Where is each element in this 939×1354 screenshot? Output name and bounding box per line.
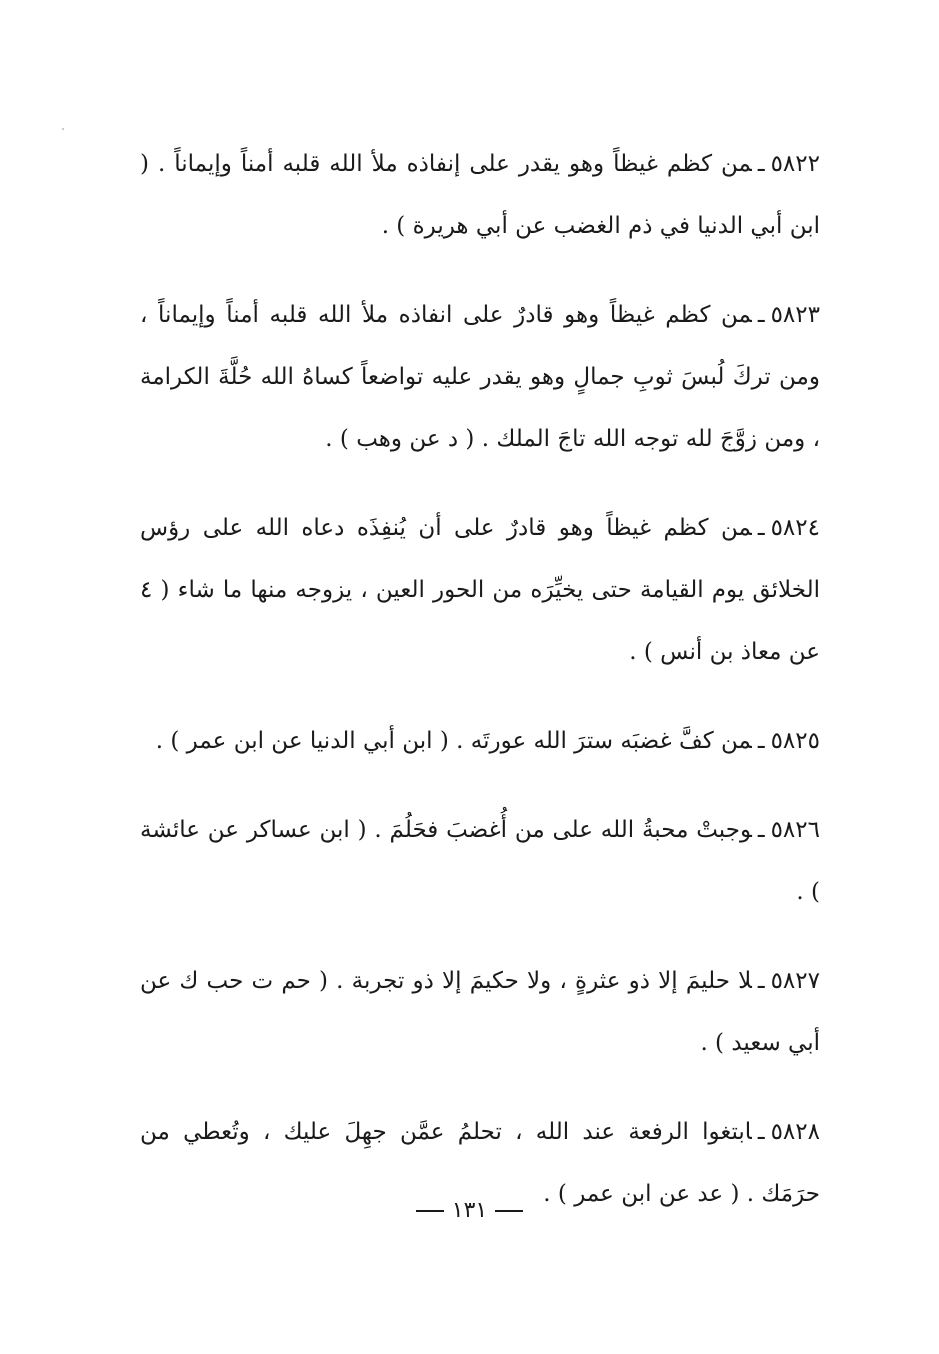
hadith-number: ٥٨٢٢ — [770, 151, 820, 177]
footer-rule-right — [495, 1210, 523, 1212]
page-number: ١٣١ — [451, 1198, 488, 1223]
entry-separator: ـ — [757, 302, 765, 328]
hadith-entry — [140, 133, 820, 257]
hadith-entry — [140, 950, 820, 1074]
hadith-number: ٥٨٢٨ — [770, 1119, 820, 1145]
hadith-number: ٥٨٢٦ — [770, 817, 820, 843]
page-footer — [0, 1198, 939, 1223]
footer-rule-left — [416, 1210, 444, 1212]
hadith-number: ٥٨٢٣ — [770, 302, 820, 328]
entry-separator: ـ — [757, 817, 765, 843]
scan-speck — [62, 128, 64, 130]
hadith-entry — [140, 799, 820, 923]
hadith-text: ابتغوا الرفعة عند الله ، تحلمُ عمَّن جهِلَ عليك ، وتُعطي من حرَمَك . ( عد عن ابن عمر ) . — [140, 1119, 820, 1207]
entry-separator: ـ — [757, 151, 765, 177]
hadith-number: ٥٨٢٤ — [770, 515, 820, 541]
hadith-text: من كظم غيظاً وهو قادرٌ على انفاذه ملأ الله قلبه أمناً وإيماناً ، ومن تركَ لُبسَ ثوبِ جمالٍ وهو يقدر عليه تواضعاً كساهُ الله حُلَّةَ الكرامة ، ومن زوَّجَ لله توجه الله تاجَ الملك . ( د عن وهب ) . — [140, 302, 820, 452]
hadith-entry — [140, 284, 820, 470]
hadith-text: وجبتْ محبةُ الله على من أُغضبَ فحَلُمَ . ( ابن عساكر عن عائشة ) . — [140, 817, 820, 905]
hadith-text: لا حليمَ إلا ذو عثرةٍ ، ولا حكيمَ إلا ذو تجربة . ( حم ت حب ك عن أبي سعيد ) . — [140, 968, 820, 1056]
entry-separator: ـ — [757, 1119, 765, 1145]
hadith-text: من كفَّ غضبَه سترَ الله عورتَه . ( ابن أبي الدنيا عن ابن عمر ) . — [155, 728, 752, 754]
entry-separator: ـ — [757, 515, 765, 541]
hadith-text: من كظم غيظاً وهو يقدر على إنفاذه ملأ الله قلبه أمناً وإيماناً . ( ابن أبي الدنيا في ذم الغضب عن أبي هريرة ) . — [140, 151, 820, 239]
hadith-number: ٥٨٢٥ — [770, 728, 820, 754]
hadith-number: ٥٨٢٧ — [770, 968, 820, 994]
hadith-text: من كظم غيظاً وهو قادرٌ على أن يُنفِذَه دعاه الله على رؤس الخلائق يوم القيامة حتى يخيِّرَه من الحور العين ، يزوجه منها ما شاء ( ٤ عن معاذ بن أنس ) . — [140, 515, 820, 665]
entry-separator: ـ — [757, 968, 765, 994]
hadith-entry — [140, 710, 820, 772]
page-body — [140, 133, 820, 1252]
hadith-entry — [140, 497, 820, 683]
entry-separator: ـ — [757, 728, 765, 754]
